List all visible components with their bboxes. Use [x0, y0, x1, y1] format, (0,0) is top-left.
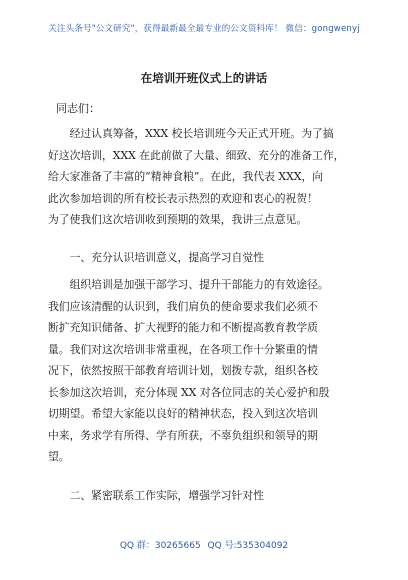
salutation: 同志们：	[56, 102, 100, 115]
text-line: 经过认真筹备，XXX 校长培训班今天正式开班。为了搞	[48, 127, 334, 140]
footer-qq-number: QQ 号:535304092	[207, 541, 289, 551]
footer-qq-group: QQ 群：30265665	[119, 541, 201, 551]
text-line: 我们应该清醒的认识到，我们肩负的使命要求我们必须不	[48, 299, 318, 313]
paragraph-section-1	[48, 274, 366, 468]
text-line: 给大家准备了丰富的“精神食粮”。在此，我代表 XXX，向	[48, 170, 324, 183]
text-line: 为了使我们这次培训收到预期的效果，我讲三点意见。	[48, 213, 308, 226]
section-heading-1: 一、充分认识培训意义，提高学习自觉性	[48, 251, 264, 264]
text-line: 况下，依然按照干部教育培训计划，划拨专款，组织各校	[48, 364, 318, 377]
text-line: 此次参加培训的所有校长表示热烈的欢迎和衷心的祝贺！	[48, 191, 318, 205]
text-line: 望。	[48, 450, 70, 463]
text-line: 中来，务求学有所得、学有所获，不辜负组织和领导的期	[48, 428, 318, 442]
header-promo-note: 关注头条号"公文研究"，获得最新最全最专业的公文资料库！ 微信：gongwenyj	[48, 24, 360, 34]
paragraph-intro	[48, 123, 366, 231]
section-heading-2: 二、紧密联系工作实际，增强学习针对性	[48, 489, 264, 502]
text-line: 好这次培训，XXX 在此前做了大量、细致、充分的准备工作，	[48, 148, 345, 162]
text-line: 量。我们对这次培训非常重视，在各项工作十分繁重的情	[48, 342, 318, 356]
footer-contact	[0, 538, 408, 551]
text-line: 断扩充知识储备、扩大视野的能力和不断提高教育教学质	[48, 321, 318, 334]
document-title: 在培训开班仪式上的讲话	[140, 71, 268, 85]
text-line: 组织培训是加强干部学习、提升干部能力的有效途径。	[48, 278, 329, 291]
text-line: 切期望。希望大家能以良好的精神状态，投入到这次培训	[48, 407, 318, 420]
text-line: 长参加这次培训，充分体现 XX 对各位同志的关心爱护和殷	[48, 385, 330, 399]
